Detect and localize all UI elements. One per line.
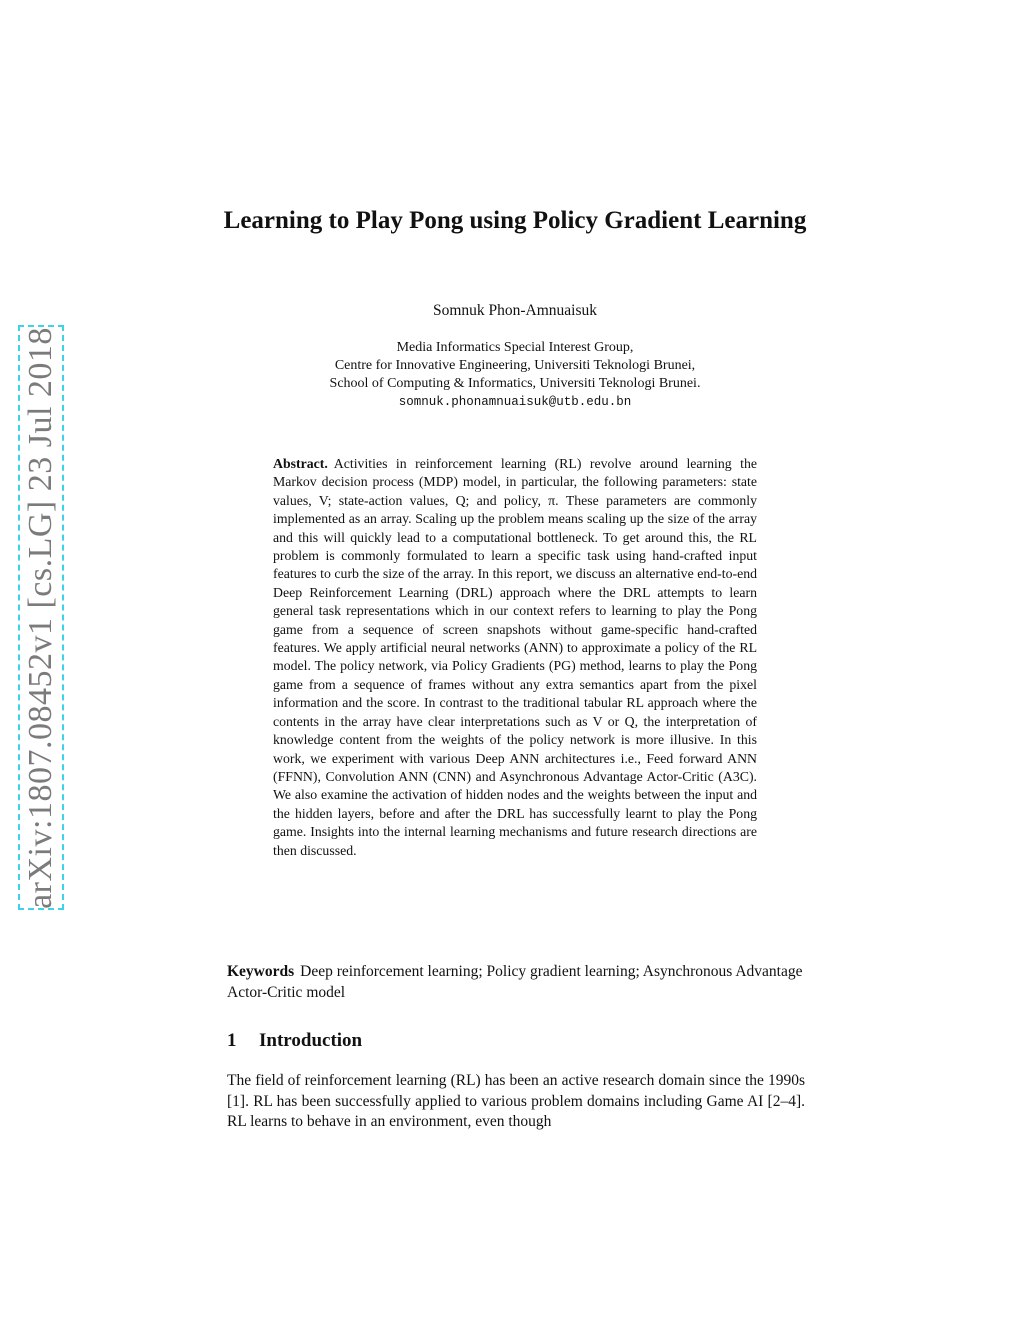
arxiv-stamp-text: arXiv:1807.08452v1 [cs.LG] 23 Jul 2018 <box>22 326 59 909</box>
abstract-label: Abstract. <box>273 456 328 471</box>
keywords <box>227 961 807 1003</box>
affiliation-line: Media Informatics Special Interest Group, <box>396 340 634 355</box>
keywords-label: Keywords <box>227 963 295 980</box>
section-title: Introduction <box>259 1030 363 1051</box>
keywords-text: Deep reinforcement learning; Policy gradient learning; Asynchronous Advantage Actor-Critic model <box>227 963 803 1001</box>
affiliation-block <box>200 339 830 411</box>
arxiv-stamp <box>18 325 64 910</box>
intro-paragraph: The field of reinforcement learning (RL) has been an active research domain since the 1990s [1]. RL has been successfully applied to various problem domains including Game AI [2–4]. RL learns to behave in an environment, even though <box>227 1072 805 1130</box>
abstract-text: Activities in reinforcement learning (RL) revolve around learning the Markov decision process (MDP) model, in particular, the following parameters: state values, V; state-action values, Q; and policy, π. These parameters are commonly implemented as an array. Scaling up the problem means scaling up the size of the array and this will quickly lead to a computational bottleneck. To get around this, the RL problem is commonly formulated to learn a specific task using hand-crafted input features to curb the size of the array. In this report, we discuss an alternative end-to-end Deep Reinforcement Learning (DRL) approach where the DRL attempts to learn general task representations which in our context refers to learning to play the Pong game from a sequence of screen snapshots without game-specific hand-crafted features. We apply artificial neural networks (ANN) to approximate a policy of the RL model. The policy network, via Policy Gradients (PG) method, learns to play the Pong game from a sequence of frames without any extra semantics apart from the pixel information and the score. In contrast to the traditional tabular RL approach where the contents in the array have clear interpretations such as V or Q, the interpretation of knowledge content from the weights of the policy network is more illusive. In this work, we experiment with various Deep ANN architectures i.e., Feed forward ANN (FFNN), Convolution ANN (CNN) and Asynchronous Advantage Actor-Critic (A3C). We also examine the activation of hidden nodes and the weights between the input and the hidden layers, before and after the DRL has successfully learnt to play the Pong game. Insights into the internal learning mechanisms and future research directions are then discussed. <box>273 456 757 858</box>
affiliation-line: School of Computing & Informatics, Universiti Teknologi Brunei. <box>329 376 701 391</box>
section-heading <box>227 1030 362 1052</box>
abstract <box>273 455 757 860</box>
author-email: somnuk.phonamnuaisuk@utb.edu.bn <box>398 395 632 409</box>
author-name: Somnuk Phon-Amnuaisuk <box>432 302 598 319</box>
paper-title: Learning to Play Pong using Policy Gradient Learning <box>223 207 807 234</box>
section-number: 1 <box>227 1030 237 1051</box>
affiliation-line: Centre for Innovative Engineering, Universiti Teknologi Brunei, <box>334 358 696 373</box>
